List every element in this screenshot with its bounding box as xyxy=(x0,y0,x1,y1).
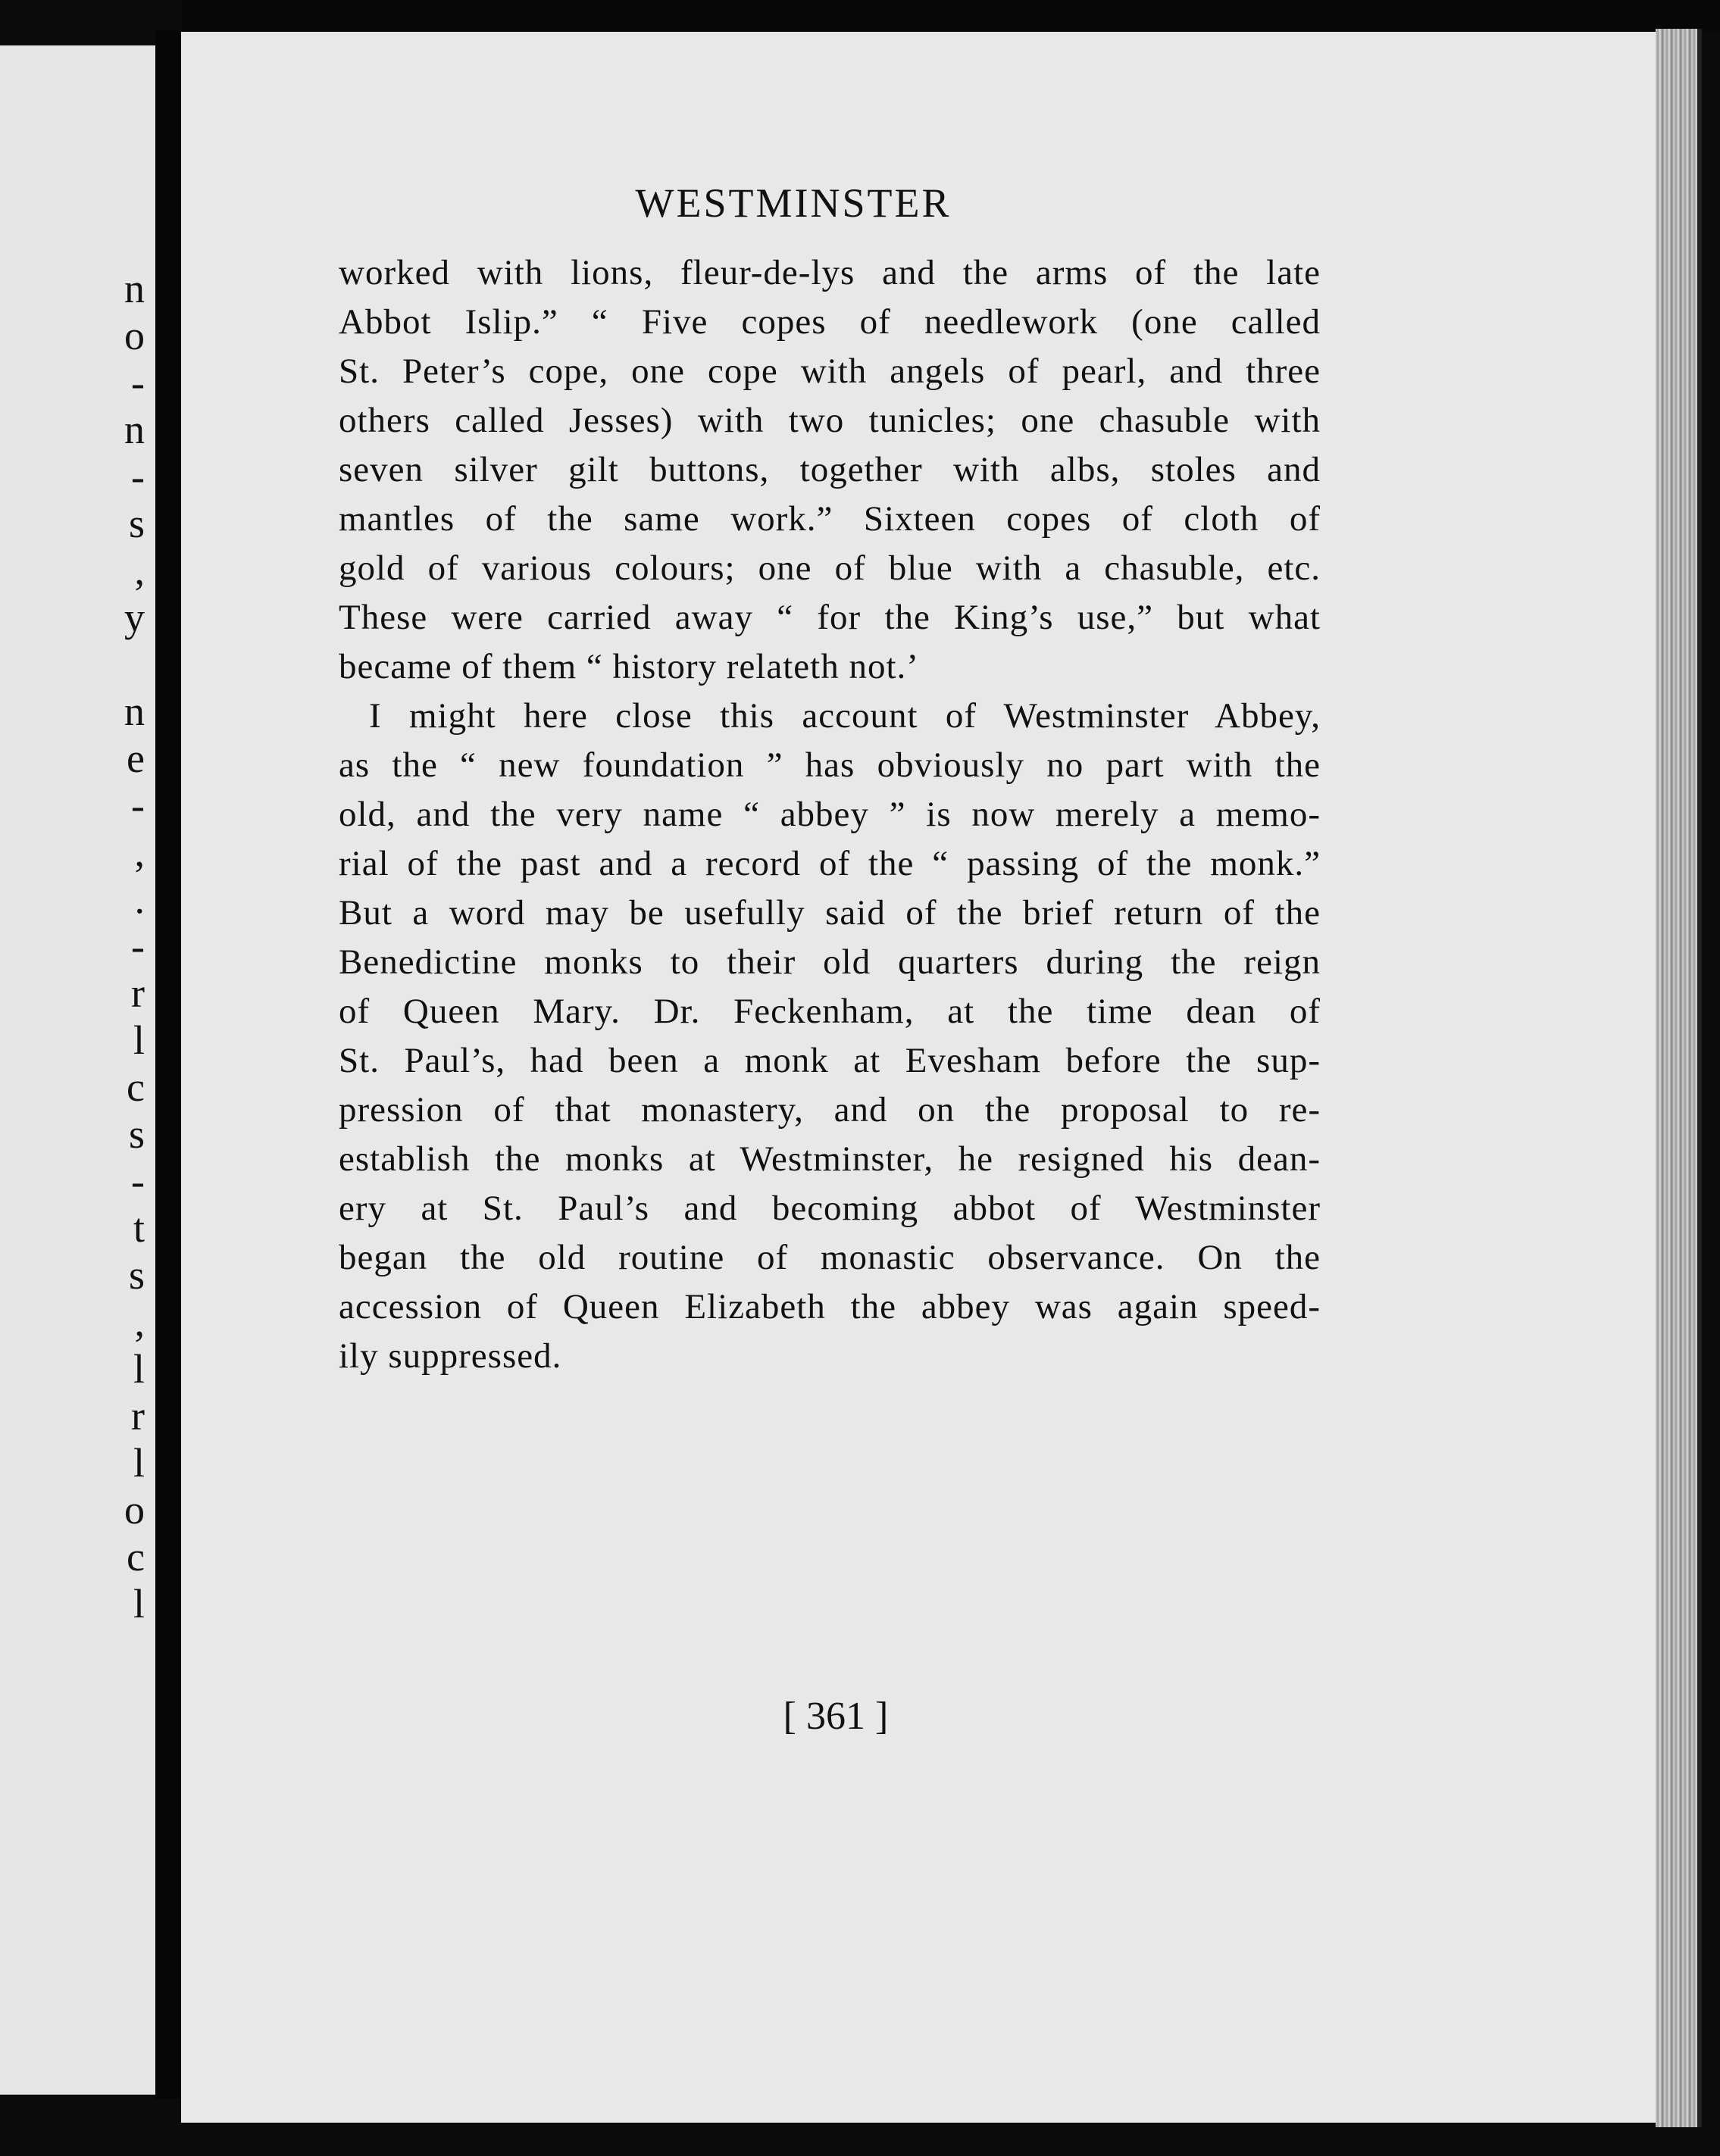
text-line: of Queen Mary. Dr. Feckenham, at the time dean of xyxy=(339,992,1321,1031)
facing-page-fragment: s xyxy=(128,1111,145,1157)
page-number: [ 361 ] xyxy=(783,1695,889,1738)
text-line: mantles of the same work.” Sixteen copes of cloth of xyxy=(339,499,1321,539)
facing-page-fragment: - xyxy=(131,923,145,969)
text-line: St. Paul’s, had been a monk at Evesham before the sup- xyxy=(339,1041,1321,1080)
facing-page-fragment: - xyxy=(131,360,145,405)
text-line: worked with lions, fleur-de-lys and the arms of the late xyxy=(339,253,1321,292)
facing-page-fragment: n xyxy=(124,407,145,452)
body-text xyxy=(339,248,1321,1381)
facing-page-fragment: o xyxy=(124,313,145,358)
page-block-edge xyxy=(1656,29,1702,2127)
facing-page-fragment: o xyxy=(124,1487,145,1533)
text-line: St. Peter’s cope, one cope with angels of pearl, and three xyxy=(339,352,1321,391)
scan-top-border xyxy=(181,0,1720,32)
text-line: ily suppressed. xyxy=(339,1336,562,1376)
facing-page-fragment: - xyxy=(131,1158,145,1204)
text-line: Abbot Islip.” “ Five copes of needlework (one called xyxy=(339,302,1321,342)
facing-page-fragment: y xyxy=(124,595,145,640)
facing-page-fragment: r xyxy=(131,1393,145,1439)
facing-page-fragment: l xyxy=(133,1346,145,1392)
facing-page-fragment: l xyxy=(133,1440,145,1486)
facing-page-fragments xyxy=(114,265,145,1627)
facing-page-fragment: - xyxy=(131,454,145,499)
facing-page-fragment xyxy=(114,641,145,688)
text-line: rial of the past and a record of the “ passing of the monk.” xyxy=(339,844,1321,883)
facing-page-fragment: e xyxy=(127,736,145,781)
facing-page-fragment: , xyxy=(134,830,145,875)
text-line: Benedictine monks to their old quarters during the reign xyxy=(339,942,1321,982)
running-head: WESTMINSTER xyxy=(635,180,952,226)
facing-page-fragment: . xyxy=(134,876,145,922)
text-line: accession of Queen Elizabeth the abbey was again speed- xyxy=(339,1287,1321,1326)
facing-page-fragment: l xyxy=(133,1581,145,1626)
book-gutter xyxy=(155,30,181,2098)
text-line: gold of various colours; one of blue with a chasuble, etc. xyxy=(339,548,1321,588)
facing-page-fragment: r xyxy=(131,970,145,1016)
facing-page-fragment: , xyxy=(134,1299,145,1345)
text-line: These were carried away “ for the King’s use,” but what xyxy=(339,598,1321,637)
facing-page-fragment: c xyxy=(127,1064,145,1110)
facing-page-fragment: , xyxy=(134,548,145,593)
facing-page-fragment: n xyxy=(124,266,145,311)
text-line: I might here close this account of Westminster Abbey, xyxy=(369,696,1321,736)
facing-page-fragment: c xyxy=(127,1534,145,1580)
facing-page-fragment: - xyxy=(131,783,145,828)
text-line: became of them “ history relateth not.’ xyxy=(339,647,919,686)
text-line: others called Jesses) with two tunicles; one chasuble with xyxy=(339,401,1321,440)
facing-page-fragment: s xyxy=(128,1252,145,1298)
text-line: began the old routine of monastic observance. On the xyxy=(339,1238,1321,1277)
text-line: ery at St. Paul’s and becoming abbot of Westminster xyxy=(339,1189,1321,1228)
text-line: establish the monks at Westminster, he resigned his dean- xyxy=(339,1139,1321,1179)
facing-page-fragment: l xyxy=(133,1017,145,1063)
facing-page-fragment: t xyxy=(133,1205,145,1251)
facing-page-fragment: n xyxy=(124,689,145,734)
text-line: old, and the very name “ abbey ” is now merely a memo- xyxy=(339,795,1321,834)
facing-page-fragment: s xyxy=(128,501,145,546)
text-line: pression of that monastery, and on the proposal to re- xyxy=(339,1090,1321,1130)
text-line: But a word may be usefully said of the brief return of the xyxy=(339,893,1321,933)
facing-page-edge xyxy=(0,45,155,2095)
text-line: as the “ new foundation ” has obviously no part with the xyxy=(339,745,1321,785)
text-line: seven silver gilt buttons, together with albs, stoles and xyxy=(339,450,1321,489)
